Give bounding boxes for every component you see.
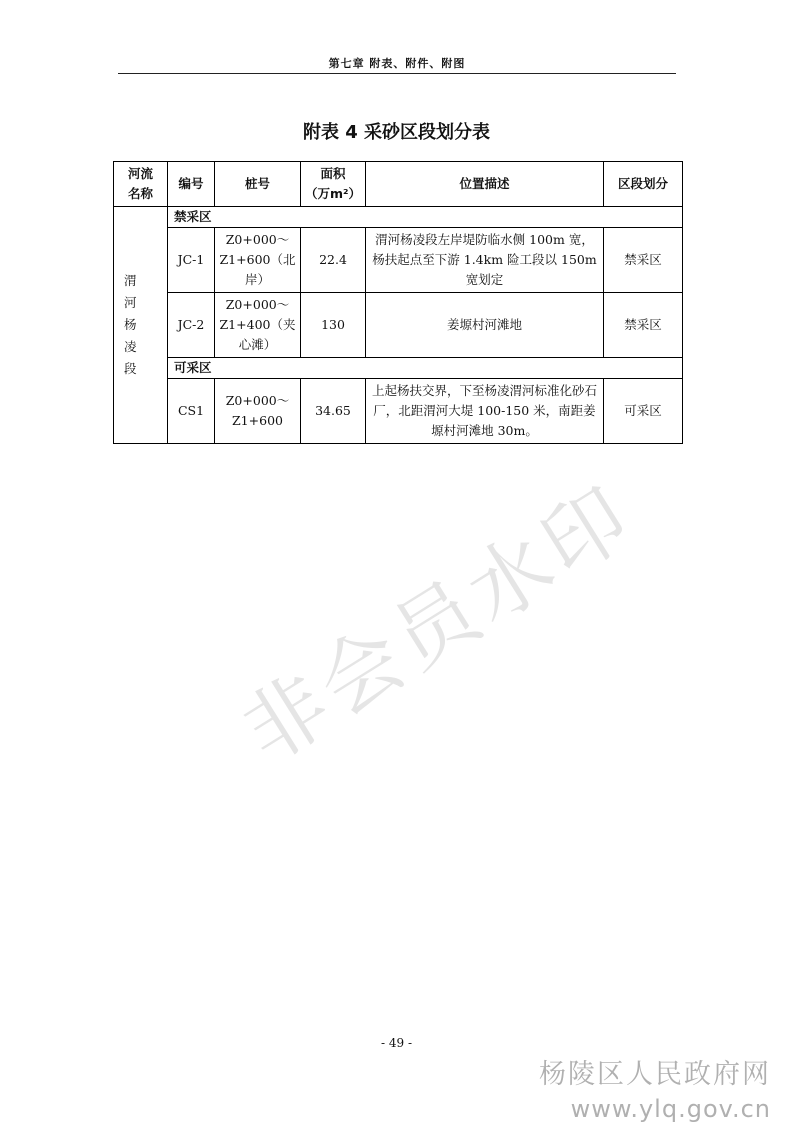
cell-zone: 禁采区	[604, 293, 683, 358]
cell-id: JC-1	[168, 228, 215, 293]
cell-location: 上起杨扶交界，下至杨凌渭河标准化砂石厂，北距渭河大堤 100-150 米，南距姜塬村河滩地 30m。	[366, 379, 604, 444]
site-logo-name: 杨陵区人民政府网	[539, 1059, 771, 1090]
col-header-river	[114, 162, 168, 207]
group-row-forbidden	[114, 207, 683, 228]
cell-area: 22.4	[301, 228, 366, 293]
mining-zone-table	[113, 161, 683, 444]
col-header-area	[301, 162, 366, 207]
col-header-zone: 区段划分	[604, 162, 683, 207]
cell-zone: 禁采区	[604, 228, 683, 293]
cell-area: 34.65	[301, 379, 366, 444]
col-header-id: 编号	[168, 162, 215, 207]
table-title: 附表 4 采砂区段划分表	[302, 122, 491, 143]
cell-stake: Z0+000～Z1+400（夹心滩）	[215, 293, 301, 358]
table-header-row	[114, 162, 683, 207]
cell-id: CS1	[168, 379, 215, 444]
group-label-forbidden: 禁采区	[168, 207, 683, 228]
cell-zone: 可采区	[604, 379, 683, 444]
watermark: 非会员水印	[226, 467, 651, 782]
table-row	[114, 293, 683, 358]
col-header-stake: 桩号	[215, 162, 301, 207]
cell-stake: Z0+000～Z1+600（北岸）	[215, 228, 301, 293]
col-header-area-line1: 面积	[320, 166, 346, 181]
table-row	[114, 379, 683, 444]
col-header-location: 位置描述	[366, 162, 604, 207]
cell-stake: Z0+000～Z1+600	[215, 379, 301, 444]
cell-area: 130	[301, 293, 366, 358]
header-rule	[118, 73, 676, 74]
col-header-river-line2: 名称	[127, 186, 153, 201]
col-header-area-line2: （万m²）	[305, 186, 361, 201]
running-header: 第七章 附表、附件、附图	[328, 57, 466, 70]
group-row-allowed	[114, 358, 683, 379]
cell-id: JC-2	[168, 293, 215, 358]
group-label-allowed: 可采区	[168, 358, 683, 379]
table-row	[114, 228, 683, 293]
site-logo-url: www.ylq.gov.cn	[570, 1095, 771, 1123]
col-header-river-line1: 河流	[127, 166, 153, 181]
site-logo-watermark	[539, 1052, 771, 1123]
cell-location: 渭河杨凌段左岸堤防临水侧 100m 宽，杨扶起点至下游 1.4km 险工段以 150m 宽划定	[366, 228, 604, 293]
page-number: - 49 -	[380, 1036, 412, 1050]
cell-location: 姜塬村河滩地	[366, 293, 604, 358]
river-name-cell: 渭 河 杨 凌 段	[114, 207, 168, 444]
